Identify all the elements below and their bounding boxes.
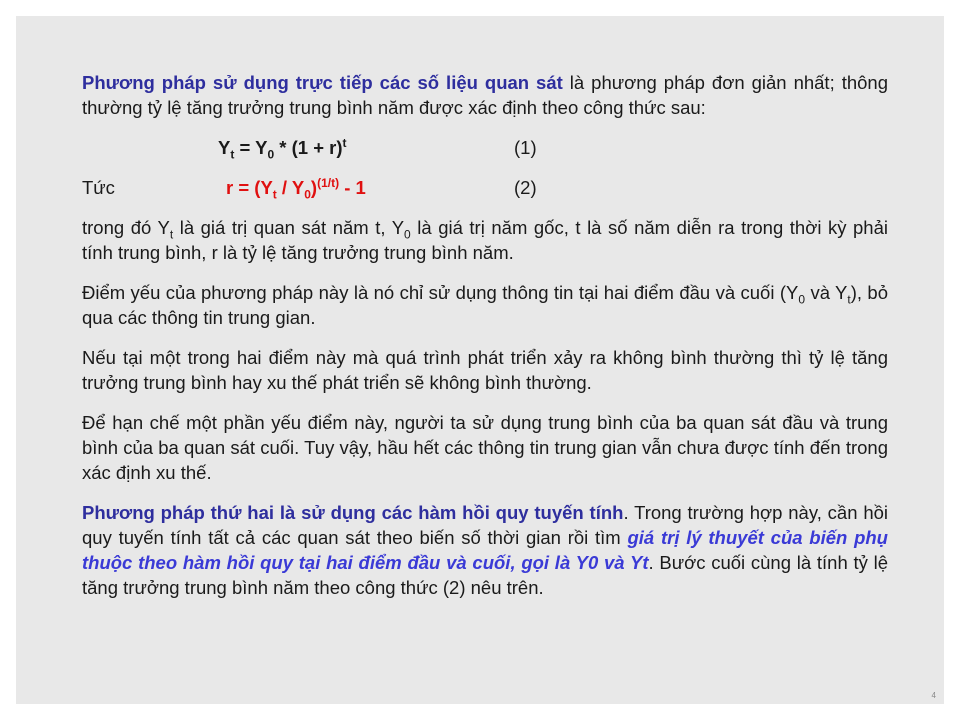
formula-2-tail: - 1 <box>339 177 366 198</box>
weakness-b-sub: t <box>847 292 851 307</box>
formula-1 <box>218 135 347 160</box>
regression-method-emphasis: giá trị lý thuyết của biến phụ thuộc theo hàm hồi quy tại hai điểm đầu và cuối, gọi là Y0 và Yt <box>82 527 888 573</box>
formula-1-y0-sub: 0 <box>267 147 275 162</box>
weakness-a: Điểm yếu của phương pháp này là nó chỉ sử dụng thông tin tại hai điểm đầu và cuối (Y <box>82 282 799 303</box>
formula-2-row <box>82 175 888 200</box>
formula-1-number: (1) <box>514 137 537 158</box>
formula-1-y0: = Y <box>234 137 268 158</box>
regression-method-heading: Phương pháp thứ hai là sử dụng các hàm hồi quy tuyến tính <box>82 502 624 523</box>
formula-2-yt-sub: t <box>272 187 277 202</box>
regression-method-text: . Trong trường hợp này, cần hồi quy tuyến tính tất cả các quan sát theo biến số thời gian rồi tìm <box>82 502 889 548</box>
direct-method-heading: Phương pháp sử dụng trực tiếp các số liệu quan sát <box>82 72 563 93</box>
paragraph-abnormal: Nếu tại một trong hai điểm này mà quá trình phát triển xảy ra không bình thường thì tỷ lệ tăng trưởng trung bình hay xu thế phát triển sẽ không bình thường. <box>82 347 888 393</box>
definitions-b: là giá trị quan sát năm t, Y <box>173 217 405 238</box>
formula-1-yt: Y <box>218 137 231 158</box>
weakness-b: và Y <box>805 282 848 303</box>
definitions-b-sub: 0 <box>404 227 411 242</box>
regression-method-end: . Bước cuối cùng là tính tỷ lệ tăng trưởng trung bình năm theo công thức (2) nêu trên. <box>82 552 888 598</box>
weakness-a-sub: 0 <box>798 292 806 307</box>
page-number: 4 <box>931 691 936 700</box>
formula-1-yt-sub: t <box>230 147 235 162</box>
slide-content <box>82 70 888 615</box>
paragraph-definitions <box>82 215 888 265</box>
formula-2-number: (2) <box>514 177 537 198</box>
formula-1-tail: * (1 + r) <box>274 137 343 158</box>
formula-1-exponent: t <box>342 135 347 150</box>
formula-2-lhs: r = (Y <box>226 177 273 198</box>
paragraph-direct-method <box>82 70 888 120</box>
formula-2-y0-sub: 0 <box>304 187 311 202</box>
definitions-a-sub: t <box>169 227 174 242</box>
formula-1-row <box>82 135 888 160</box>
paragraph-mitigation: Để hạn chế một phần yếu điểm này, người ta sử dụng trung bình của ba quan sát đầu và trung bình của ba quan sát cuối. Tuy vậy, hầu hết các thông tin trung gian vẫn chưa được tính đến trong xác định xu thế. <box>82 412 888 483</box>
formula-2 <box>226 175 366 200</box>
weakness-c: ), bỏ qua các thông tin trung gian. <box>82 282 888 328</box>
formula-2-mid: / Y <box>276 177 305 198</box>
formula-2-close: ) <box>310 177 318 198</box>
direct-method-text: là phương pháp đơn giản nhất; thông thường tỷ lệ tăng trưởng trung bình năm được xác định theo công thức sau: <box>82 72 888 118</box>
paragraph-regression-method <box>82 500 888 600</box>
paragraph-weakness <box>82 280 888 330</box>
definitions-c: là giá trị năm gốc, t là số năm diễn ra trong thời kỳ phải tính trung bình, r là tỷ lệ tăng trưởng trung bình năm. <box>82 217 888 263</box>
formula-2-label: Tức <box>82 177 115 198</box>
formula-2-exponent: (1/t) <box>317 175 340 190</box>
definitions-a: trong đó Y <box>82 217 170 238</box>
slide <box>16 16 944 704</box>
